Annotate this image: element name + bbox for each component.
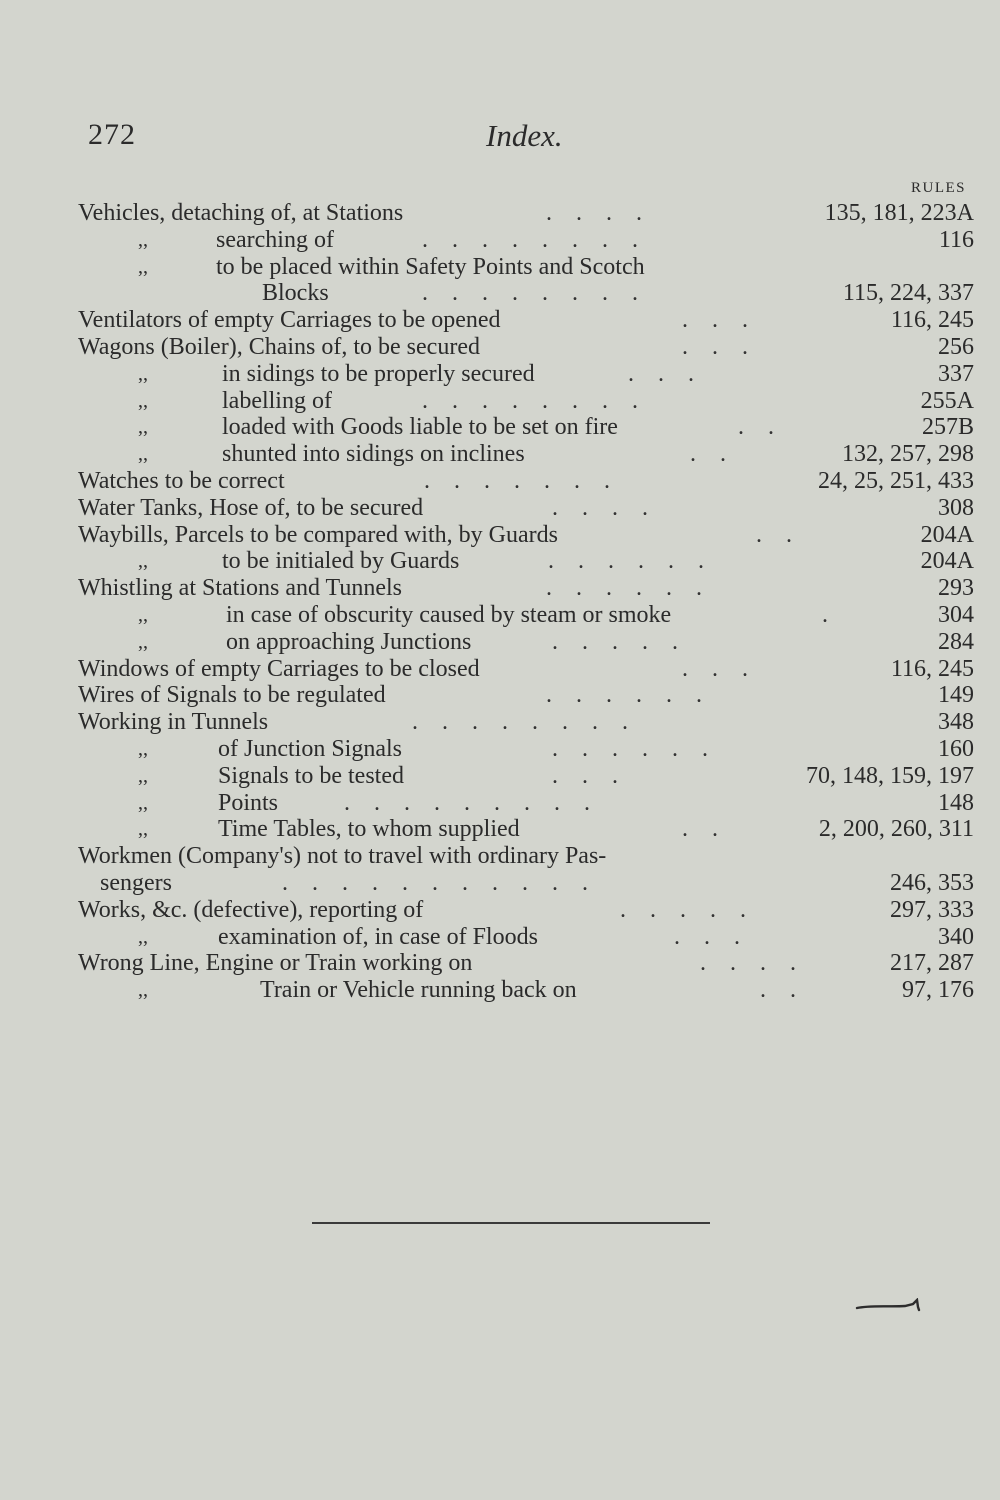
dot-leader: . . . xyxy=(682,307,748,334)
dot-leader: . . . . xyxy=(552,494,648,521)
rule-references: 116, 245 xyxy=(890,655,974,682)
dot-leader: . . . . . . . . xyxy=(422,226,638,253)
index-entry xyxy=(78,790,974,817)
index-entry xyxy=(78,414,974,441)
page-number: 272 xyxy=(88,118,136,151)
entry-text: to be initialed by Guards xyxy=(222,548,460,575)
index-entry xyxy=(78,656,974,683)
ditto-mark: ,, xyxy=(138,550,148,573)
dot-leader: . . xyxy=(690,441,726,468)
entry-text: in case of obscurity caused by steam or smoke xyxy=(226,601,672,628)
dot-leader: . . . . xyxy=(546,200,642,226)
dot-leader: . . . . . . . . xyxy=(412,709,628,736)
dot-leader: . . . . xyxy=(700,950,796,977)
index-entry xyxy=(78,977,974,1004)
ditto-mark: ,, xyxy=(138,764,148,787)
rule-references: 132, 257, 298 xyxy=(842,441,974,468)
index-entry xyxy=(78,441,974,468)
rule-references: 246, 353 xyxy=(890,869,974,896)
entry-text: in sidings to be properly secured xyxy=(222,360,535,387)
dot-leader: . . . xyxy=(682,333,748,360)
ditto-mark: ,, xyxy=(138,979,148,1002)
rule-references: 148 xyxy=(938,789,974,816)
dot-leader: . . . . . . xyxy=(546,575,702,602)
entry-text: sengers xyxy=(100,869,172,896)
index-entry xyxy=(78,307,974,334)
rule-references: 115, 224, 337 xyxy=(842,280,974,307)
entry-text: Works, &c. (defective), reporting of xyxy=(78,896,424,923)
ditto-mark: ,, xyxy=(138,228,148,251)
entry-text: Vehicles, detaching of, at Stations xyxy=(78,200,404,226)
rule-references: 2, 200, 260, 311 xyxy=(818,816,974,843)
dot-leader: . . . . . . . xyxy=(424,467,610,494)
entry-text: Train or Vehicle running back on xyxy=(260,977,577,1004)
rule-references: 149 xyxy=(938,682,974,709)
entry-text: of Junction Signals xyxy=(218,735,402,762)
index-entry xyxy=(78,950,974,977)
rule-references: 135, 181, 223A xyxy=(824,200,974,226)
ditto-mark: ,, xyxy=(138,737,148,760)
index-entry xyxy=(78,254,974,281)
index-entry xyxy=(78,200,974,227)
rule-references: 304 xyxy=(938,601,974,628)
ditto-mark: ,, xyxy=(138,416,148,439)
entry-text: searching of xyxy=(216,226,334,253)
entry-text: Time Tables, to whom supplied xyxy=(218,816,520,843)
dot-leader: . . . . . . xyxy=(546,682,702,709)
dot-leader: . xyxy=(822,601,828,628)
dot-leader: . . . . . xyxy=(552,628,678,655)
rule-references: 340 xyxy=(938,923,974,950)
entry-text: examination of, in case of Floods xyxy=(218,923,538,950)
dot-leader: . . . . . . . . xyxy=(422,280,638,307)
ditto-mark: ,, xyxy=(138,362,148,385)
entry-text: Waybills, Parcels to be compared with, by Guards xyxy=(78,521,558,548)
dot-leader: . . . . . . . . xyxy=(422,387,638,414)
dot-leader: . . . xyxy=(682,655,748,682)
index-entry xyxy=(78,227,974,254)
index-entry xyxy=(78,736,974,763)
index-entry xyxy=(78,870,974,897)
entry-text: loaded with Goods liable to be set on fire xyxy=(222,414,618,441)
section-divider-rule xyxy=(312,1222,710,1224)
rule-references: 293 xyxy=(938,575,974,602)
ditto-mark: ,, xyxy=(138,818,148,841)
ditto-mark: ,, xyxy=(138,389,148,412)
index-entry xyxy=(78,629,974,656)
dot-leader: . . xyxy=(738,414,774,441)
index-entry xyxy=(78,897,974,924)
rule-references: 24, 25, 251, 433 xyxy=(818,467,974,494)
entry-text: on approaching Junctions xyxy=(226,628,472,655)
rule-references: 204A xyxy=(920,548,974,575)
rule-references: 116, 245 xyxy=(890,307,974,334)
rule-references: 116 xyxy=(938,226,974,253)
entry-text: Whistling at Stations and Tunnels xyxy=(78,575,403,602)
index-entry xyxy=(78,361,974,388)
entry-text: Blocks xyxy=(262,280,329,307)
index-entry xyxy=(78,575,974,602)
dot-leader: . . xyxy=(756,521,792,548)
index-entry xyxy=(78,843,974,870)
dot-leader: . . . xyxy=(628,360,694,387)
index-entry xyxy=(78,924,974,951)
entry-text: Watches to be correct xyxy=(78,467,285,494)
dot-leader: . . . . . . . . . xyxy=(344,789,590,816)
index-entry xyxy=(78,468,974,495)
index-entry xyxy=(78,763,974,790)
dot-leader: . . . xyxy=(674,923,740,950)
index-entry xyxy=(78,709,974,736)
running-head: Index. xyxy=(486,118,563,153)
index-entry xyxy=(78,495,974,522)
index-entry xyxy=(78,280,974,307)
rule-references: 160 xyxy=(938,735,974,762)
rule-references: 308 xyxy=(938,494,974,521)
index-entry xyxy=(78,548,974,575)
index-entry xyxy=(78,682,974,709)
entry-text: Wires of Signals to be regulated xyxy=(78,682,386,709)
dot-leader: . . . xyxy=(552,762,618,789)
rules-column-heading: RULES xyxy=(910,180,966,196)
entry-text: to be placed within Safety Points and Scotch xyxy=(216,253,645,280)
dot-leader: . . . . . . xyxy=(552,735,708,762)
entry-text: Signals to be tested xyxy=(218,762,404,789)
rule-references: 337 xyxy=(938,360,974,387)
index-entry xyxy=(78,522,974,549)
entry-text: Workmen (Company's) not to travel with ordinary Pas- xyxy=(78,843,607,870)
rule-references: 70, 148, 159, 197 xyxy=(806,762,974,789)
entry-text: Points xyxy=(218,789,279,816)
index-list xyxy=(78,200,974,1004)
entry-text: shunted into sidings on inclines xyxy=(222,441,525,468)
ditto-mark: ,, xyxy=(138,443,148,466)
rule-references: 348 xyxy=(938,709,974,736)
entry-text: Working in Tunnels xyxy=(78,709,269,736)
entry-text: Water Tanks, Hose of, to be secured xyxy=(78,494,424,521)
rule-references: 297, 333 xyxy=(890,896,974,923)
entry-text: Wagons (Boiler), Chains of, to be secured xyxy=(78,333,480,360)
dot-leader: . . . . . xyxy=(620,896,746,923)
rule-references: 284 xyxy=(938,628,974,655)
ditto-mark: ,, xyxy=(138,603,148,626)
entry-text: Ventilators of empty Carriages to be opened xyxy=(78,307,501,334)
rule-references: 217, 287 xyxy=(890,950,974,977)
ditto-mark: ,, xyxy=(138,925,148,948)
index-entry xyxy=(78,388,974,415)
dot-leader: . . xyxy=(760,977,796,1004)
rule-references: 255A xyxy=(920,387,974,414)
entry-text: labelling of xyxy=(222,387,332,414)
ditto-mark: ,, xyxy=(138,255,148,278)
rule-references: 256 xyxy=(938,333,974,360)
index-entry xyxy=(78,816,974,843)
rule-references: 204A xyxy=(920,521,974,548)
rule-references: 97, 176 xyxy=(902,977,974,1004)
rule-references: 257B xyxy=(921,414,974,441)
ditto-mark: ,, xyxy=(138,791,148,814)
index-entry xyxy=(78,602,974,629)
dot-leader: . . . . . . xyxy=(548,548,704,575)
dot-leader: . . xyxy=(682,816,718,843)
index-entry xyxy=(78,334,974,361)
entry-text: Windows of empty Carriages to be closed xyxy=(78,655,480,682)
ink-mark-icon xyxy=(855,1298,921,1312)
entry-text: Wrong Line, Engine or Train working on xyxy=(78,950,473,977)
dot-leader: . . . . . . . . . . . xyxy=(282,869,588,896)
ditto-mark: ,, xyxy=(138,630,148,653)
